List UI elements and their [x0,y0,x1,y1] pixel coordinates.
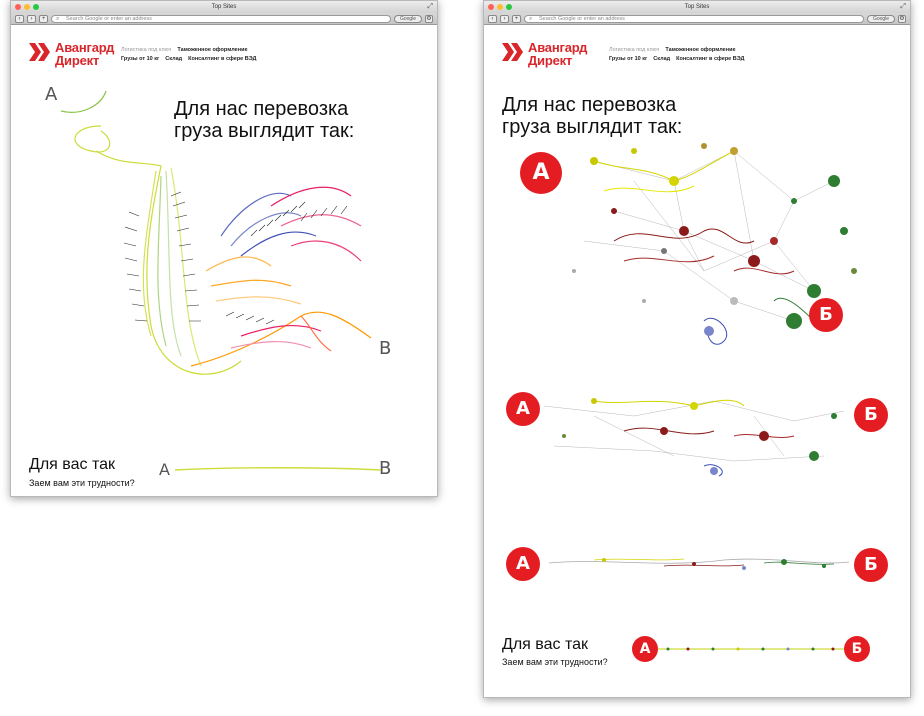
address-bar[interactable] [524,15,864,23]
resize-icon[interactable]: ⤢ [900,3,906,10]
window-title: Top Sites [684,4,710,10]
nav-link-warehouse[interactable]: Склад [653,56,671,62]
address-placeholder: Search Google or enter an address [66,15,152,22]
brand-logo[interactable] [502,41,587,67]
logo-chevrons-icon [502,41,524,63]
minimize-icon[interactable] [24,4,30,10]
site-nav [121,46,262,64]
nav-link-customs[interactable]: Таможенное оформление [665,47,736,53]
start-badge-simple: А [632,636,658,662]
headline-line2: груза выглядит так: [502,116,683,138]
nav-link-consulting[interactable]: Консалтинг в сфере ВЭД [676,56,745,62]
address-bar[interactable] [51,15,391,23]
nav-link-customs[interactable]: Таможенное оформление [177,47,248,53]
nav-link-logistics[interactable]: Логистика под ключ [121,47,172,53]
search-engine-button[interactable]: Google [867,15,895,23]
brand-logo[interactable] [29,41,114,67]
plus-icon[interactable]: + [512,15,521,23]
browser-window-right [483,0,911,698]
forward-icon[interactable]: › [27,15,36,23]
end-marker: B [379,338,392,359]
footer-title: Для вас так [29,456,115,473]
title-bar [11,1,437,13]
start-badge: А [520,152,562,194]
brand-name-line2: Директ [55,53,100,68]
search-engine-button[interactable]: Google [394,15,422,23]
headline-line1: Для нас перевозка [174,98,349,120]
footer-subtitle: Заем вам эти трудности? [502,657,608,667]
tangled-route-illustration [41,86,401,426]
close-icon[interactable] [488,4,494,10]
start-badge-medium: А [506,392,540,426]
headline-line1: Для нас перевозка [502,94,677,116]
browser-window-left [10,0,438,497]
simple-route-line [658,644,844,654]
forward-icon[interactable]: › [500,15,509,23]
nav-link-logistics[interactable]: Логистика под ключ [609,47,660,53]
simple-route-line [173,464,383,474]
toolbar [484,13,910,25]
window-title: Top Sites [211,4,237,10]
search-icon: ⌕ [56,15,60,22]
minimize-icon[interactable] [497,4,503,10]
resize-icon[interactable]: ⤢ [427,3,433,10]
site-nav [609,46,750,64]
network-graph-medium [534,376,854,486]
plus-icon[interactable]: + [39,15,48,23]
gear-icon[interactable]: ⚙ [426,15,432,22]
title-bar [484,1,910,13]
brand-name-line1: Авангард [55,40,115,55]
nav-link-warehouse[interactable]: Склад [165,56,183,62]
nav-link-consulting[interactable]: Консалтинг в сфере ВЭД [188,56,257,62]
back-icon[interactable]: ‹ [15,15,24,23]
start-badge-flat: А [506,547,540,581]
page-content [11,26,437,496]
address-placeholder: Search Google or enter an address [539,15,625,22]
zoom-icon[interactable] [33,4,39,10]
footer-title: Для вас так [502,636,588,653]
nav-link-cargo[interactable]: Грузы от 10 кг [121,56,160,62]
page-content [484,26,910,697]
brand-name-line1: Авангард [528,40,588,55]
end-badge: Б [809,298,843,332]
nav-link-cargo[interactable]: Грузы от 10 кг [609,56,648,62]
end-badge-medium: Б [854,398,888,432]
network-graph-flat [544,548,854,582]
search-icon: ⌕ [529,15,533,22]
brand-name-line2: Директ [528,53,573,68]
simple-start-marker: A [159,460,170,479]
end-badge-simple: Б [844,636,870,662]
back-icon[interactable]: ‹ [488,15,497,23]
end-badge-flat: Б [854,548,888,582]
logo-chevrons-icon [29,41,51,63]
zoom-icon[interactable] [506,4,512,10]
headline-line2: груза выглядит так: [174,120,355,142]
toolbar [11,13,437,25]
start-marker: A [45,84,58,105]
simple-end-marker: B [379,458,392,479]
footer-subtitle: Заем вам эти трудности? [29,478,135,488]
close-icon[interactable] [15,4,21,10]
gear-icon[interactable]: ⚙ [899,15,905,22]
